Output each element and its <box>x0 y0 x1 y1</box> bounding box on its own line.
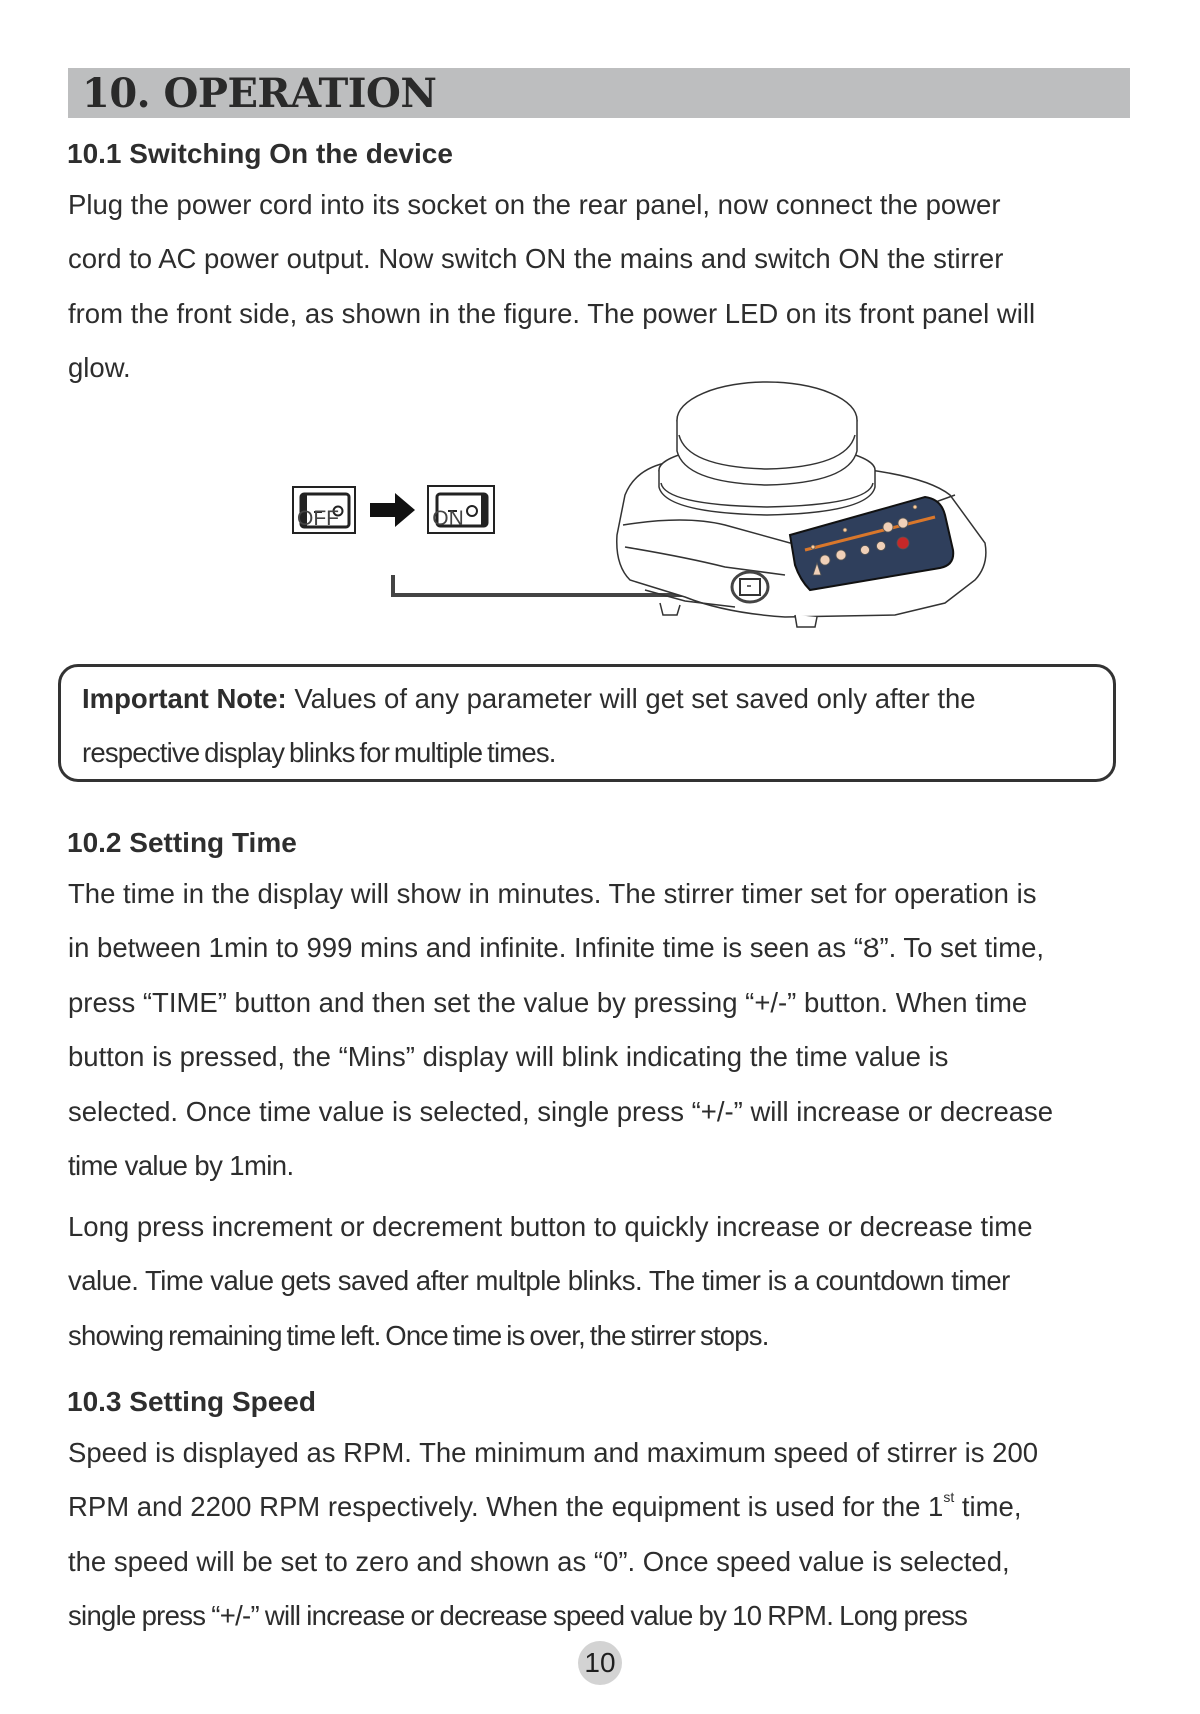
note-line-2: respective display blinks for multiple times. <box>82 737 556 769</box>
text-line: from the front side, as shown in the figure. The power LED on its front panel will <box>68 297 1036 329</box>
text-line: button is pressed, the “Mins” display will blink indicating the time value is <box>68 1041 949 1073</box>
text-line: single press “+/-” will increase or decrease speed value by 10 RPM. Long press <box>68 1600 968 1632</box>
section-title-setting-speed: 10.3 Setting Speed <box>67 1386 316 1417</box>
paragraph-switching-on <box>68 178 1130 396</box>
switch-on-label: ON <box>432 507 464 530</box>
superscript-st: st <box>943 1489 955 1506</box>
switch-off-label: OFF <box>297 507 339 530</box>
magnetic-stirrer-illustration <box>617 382 986 627</box>
text-line: Speed is displayed as RPM. The minimum and maximum speed of stirrer is 200 <box>68 1437 1039 1468</box>
text-line: value. Time value gets saved after multple blinks. The timer is a countdown timer <box>68 1265 1010 1297</box>
paragraph-setting-time-1 <box>68 867 1130 1193</box>
paragraph-setting-speed <box>68 1426 1130 1644</box>
arrow-right-icon <box>370 493 415 527</box>
switch-on-figure <box>285 375 1005 665</box>
important-note-text <box>82 672 1098 781</box>
text-line: RPM and 2200 RPM respectively. When the equipment is used for the 1st time, <box>68 1489 1022 1523</box>
text-line: the speed will be set to zero and shown as “0”. Once speed value is selected, <box>68 1545 1010 1577</box>
text-line: in between 1min to 999 mins and infinite. Infinite time is seen as “Ȣ”. To set time, <box>68 932 1045 964</box>
text-line: press “TIME” button and then set the value by pressing “+/-” button. When time <box>68 986 1028 1018</box>
section-title-setting-time: 10.2 Setting Time <box>67 827 297 858</box>
text-line: time value by 1min. <box>68 1150 294 1182</box>
text-line: showing remaining time left. Once time is over, the stirrer stops. <box>68 1319 769 1351</box>
page-number: 10 <box>578 1641 622 1685</box>
note-label: Important Note: <box>82 683 287 714</box>
text-line: cord to AC power output. Now switch ON the mains and switch ON the stirrer <box>68 243 1004 275</box>
text-line: selected. Once time value is selected, single press “+/-” will increase or decrease <box>68 1095 1054 1127</box>
text-line: Long press increment or decrement button to quickly increase or decrease time <box>68 1211 1033 1242</box>
chapter-title: 10. OPERATION <box>82 70 437 117</box>
section-title-switching-on: 10.1 Switching On the device <box>67 138 453 169</box>
text-line: glow. <box>68 352 131 384</box>
text-line: Plug the power cord into its socket on the rear panel, now connect the power <box>68 189 1001 220</box>
text-line: The time in the display will show in minutes. The stirrer timer set for operation is <box>68 878 1037 909</box>
paragraph-setting-time-2 <box>68 1200 1130 1363</box>
note-line-1: Important Note: Values of any parameter will get set saved only after the <box>82 683 976 714</box>
